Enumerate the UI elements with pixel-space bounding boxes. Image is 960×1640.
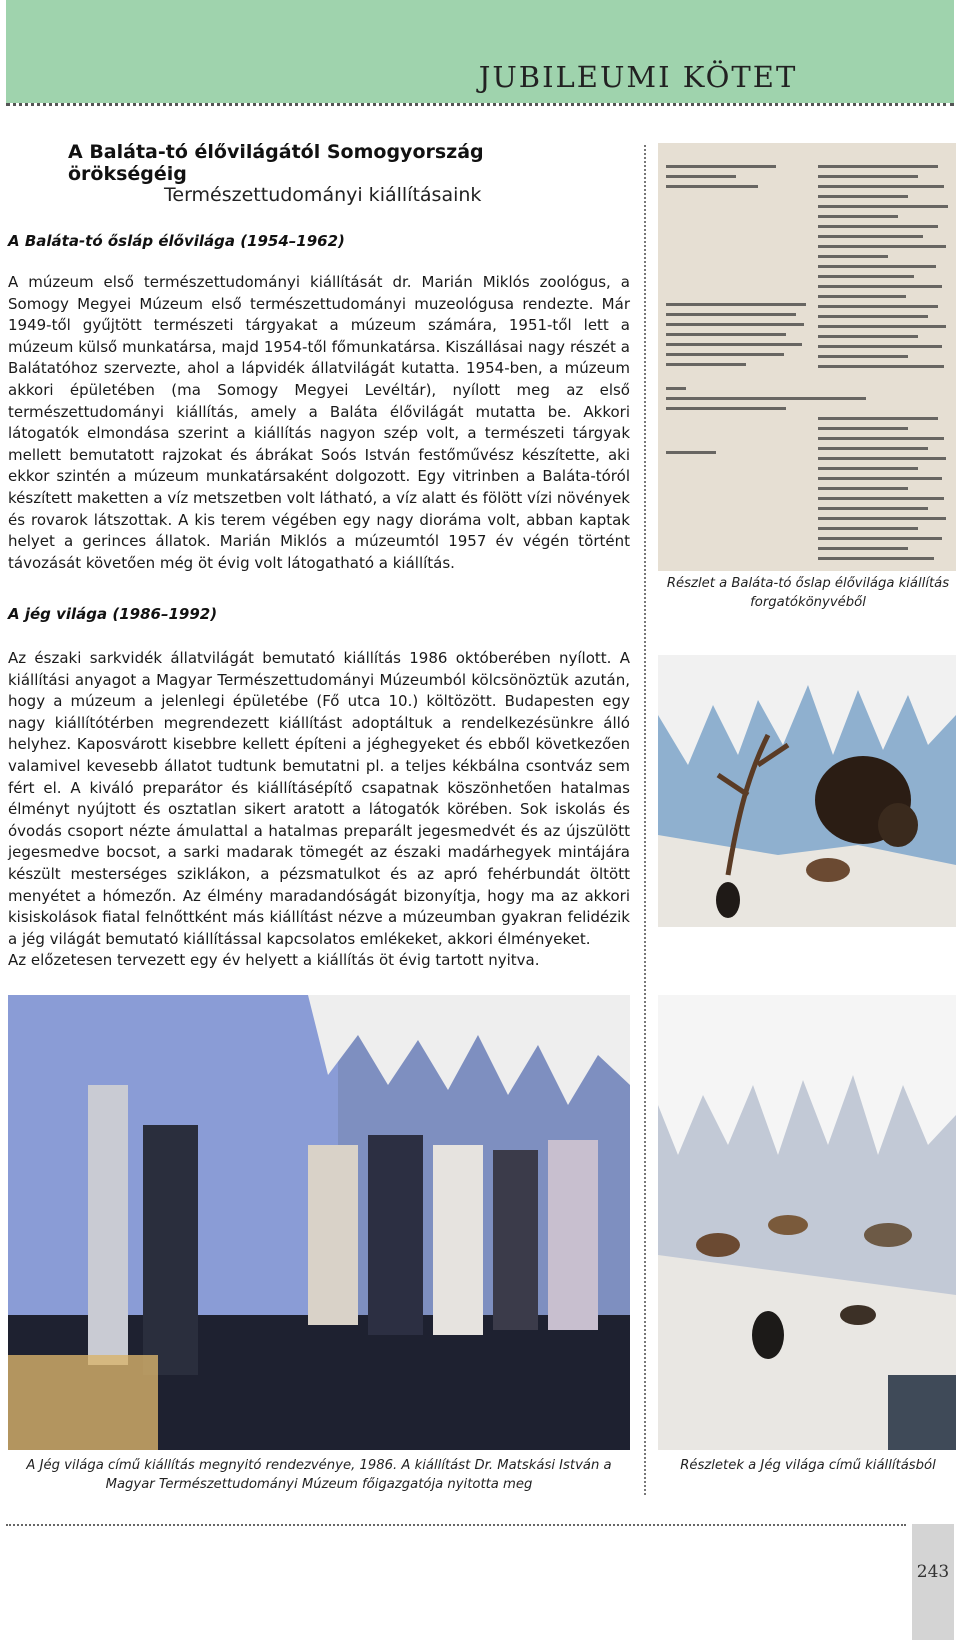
- section2-heading: A jég világa (1986–1992): [8, 605, 218, 623]
- page-number-box: [912, 1524, 954, 1640]
- article-title: A Baláta-tó élővilágától Somogyország örökségéig: [68, 141, 484, 185]
- column-divider: [644, 145, 646, 1495]
- header-divider: [6, 103, 954, 106]
- bird-cliff-diorama-photo: [658, 995, 956, 1450]
- page-number: 243: [916, 1562, 950, 1582]
- musk-ox-diorama-photo: [658, 655, 956, 927]
- running-header: [0, 60, 948, 94]
- section1-body: [8, 272, 630, 574]
- opening-ceremony-photo: [8, 995, 630, 1450]
- script-photo-caption: Részlet a Baláta-tó őslap élővilága kiállítás forgatókönyvéből: [666, 576, 950, 610]
- details-photo-caption: Részletek a Jég világa című kiállításból: [680, 1458, 936, 1473]
- section2-closing: Az előzetesen tervezett egy év helyett a kiállítás öt évig tartott nyitva.: [8, 951, 540, 970]
- section1-heading: A Baláta-tó ősláp élővilága (1954–1962): [8, 232, 345, 250]
- section2-body: [8, 648, 630, 972]
- script-document-photo: [658, 143, 956, 571]
- diorama-image: [658, 655, 956, 927]
- article-subtitle: Természettudományi kiállításaink: [164, 184, 482, 206]
- typewritten-page-image: [658, 143, 956, 571]
- section1-paragraph: A múzeum első természettudományi kiállítását dr. Marián Miklós zoológus, a Somogy Megyei Múzeum első természettudományi muzeológusa rendezte. Már 1949-től gyűjtött természeti tárgyakat a múzeum számára, 1951-től lett a múzeum külső munkatársa, majd 1954-től főmunkatársa. Kiszállásai nagy részét a Balátatóhoz szervezte, ahol a lápvidék állatvilágát kutatta. 1954-ben, a múzeum akkori épületében (ma Somogy Megyei Levéltár), nyílott meg az első természettudományi kiállítás, amely a Baláta élővilágát mutatta be. Akkori látogatók elmondása szerint a kiállítás nagyon szép volt, a természeti tárgyak mellett bemutatott rajzokat és ábrákat Soós István festőművész készítette, aki ekkor szintén a múzeum munkatársaként dolgozott. Egy vitrinben a Baláta-tóról készített maketten a víz metszetben volt látható, a víz alatt és fölött vízi növények és rovarok látszottak. A kis terem végében egy nagy dioráma volt, abban kaptak helyet a gerinces állatok. Marián Miklós a múzeumtól 1957 év végén történt távozását követően még öt évig volt látogatható a kiállítás.: [8, 273, 630, 572]
- running-header-text: JUBILEUMI KÖTET: [478, 60, 798, 94]
- bird-diorama-image: [658, 995, 956, 1450]
- footer-divider: [6, 1524, 906, 1526]
- opening-photo-caption: A Jég világa című kiállítás megnyitó rendezvénye, 1986. A kiállítást Dr. Matskási István a Magyar Természettudományi Múzeum főigazgatója nyitotta meg: [26, 1458, 612, 1492]
- crowd-image: [8, 995, 630, 1450]
- section2-paragraph: Az északi sarkvidék állatvilágát bemutató kiállítás 1986 októberében nyílott. A kiállítási anyagot a Magyar Természettudományi Múzeumból kölcsönöztük azután, hogy a múzeum a jelenlegi épületébe (Fő utca 10.) költözött. Budapesten egy nagy kiállítótérben megrendezett kiállítást adoptáltuk a rendelkezésünkre álló helyhez. Kaposvárott kisebbre kellett építeni a jéghegyeket és ebből következően valamivel kevesebb állatot tudtunk bemutatni pl. a teljes kékbálna csontváz sem fért el. A kiváló preparátor és kiállításépítő csapatnak köszönhetően hatalmas élményt nyújtott és osztatlan sikert aratott a látogatók körében. Sok iskolás és óvodás csoport nézte ámulattal a hatalmas preparált jegesmedvét és az újszülött jegesmedve bocsot, a sarki madarak tömegét az északi madárhegyek mintájára készült mesterséges sziklákon, a pézsmatulkot és az apró fehérbundát öltött menyétet a hómezőn. Az élmény maradandóságát bizonyítja, hogy ma az akkori kisiskolások fiatal felnőttként más kiállítást nézve a múzeumban gyakran felidézik a jég világát bemutató kiállítással kapcsolatos emlékeket, akkori élményeket.: [8, 649, 630, 948]
